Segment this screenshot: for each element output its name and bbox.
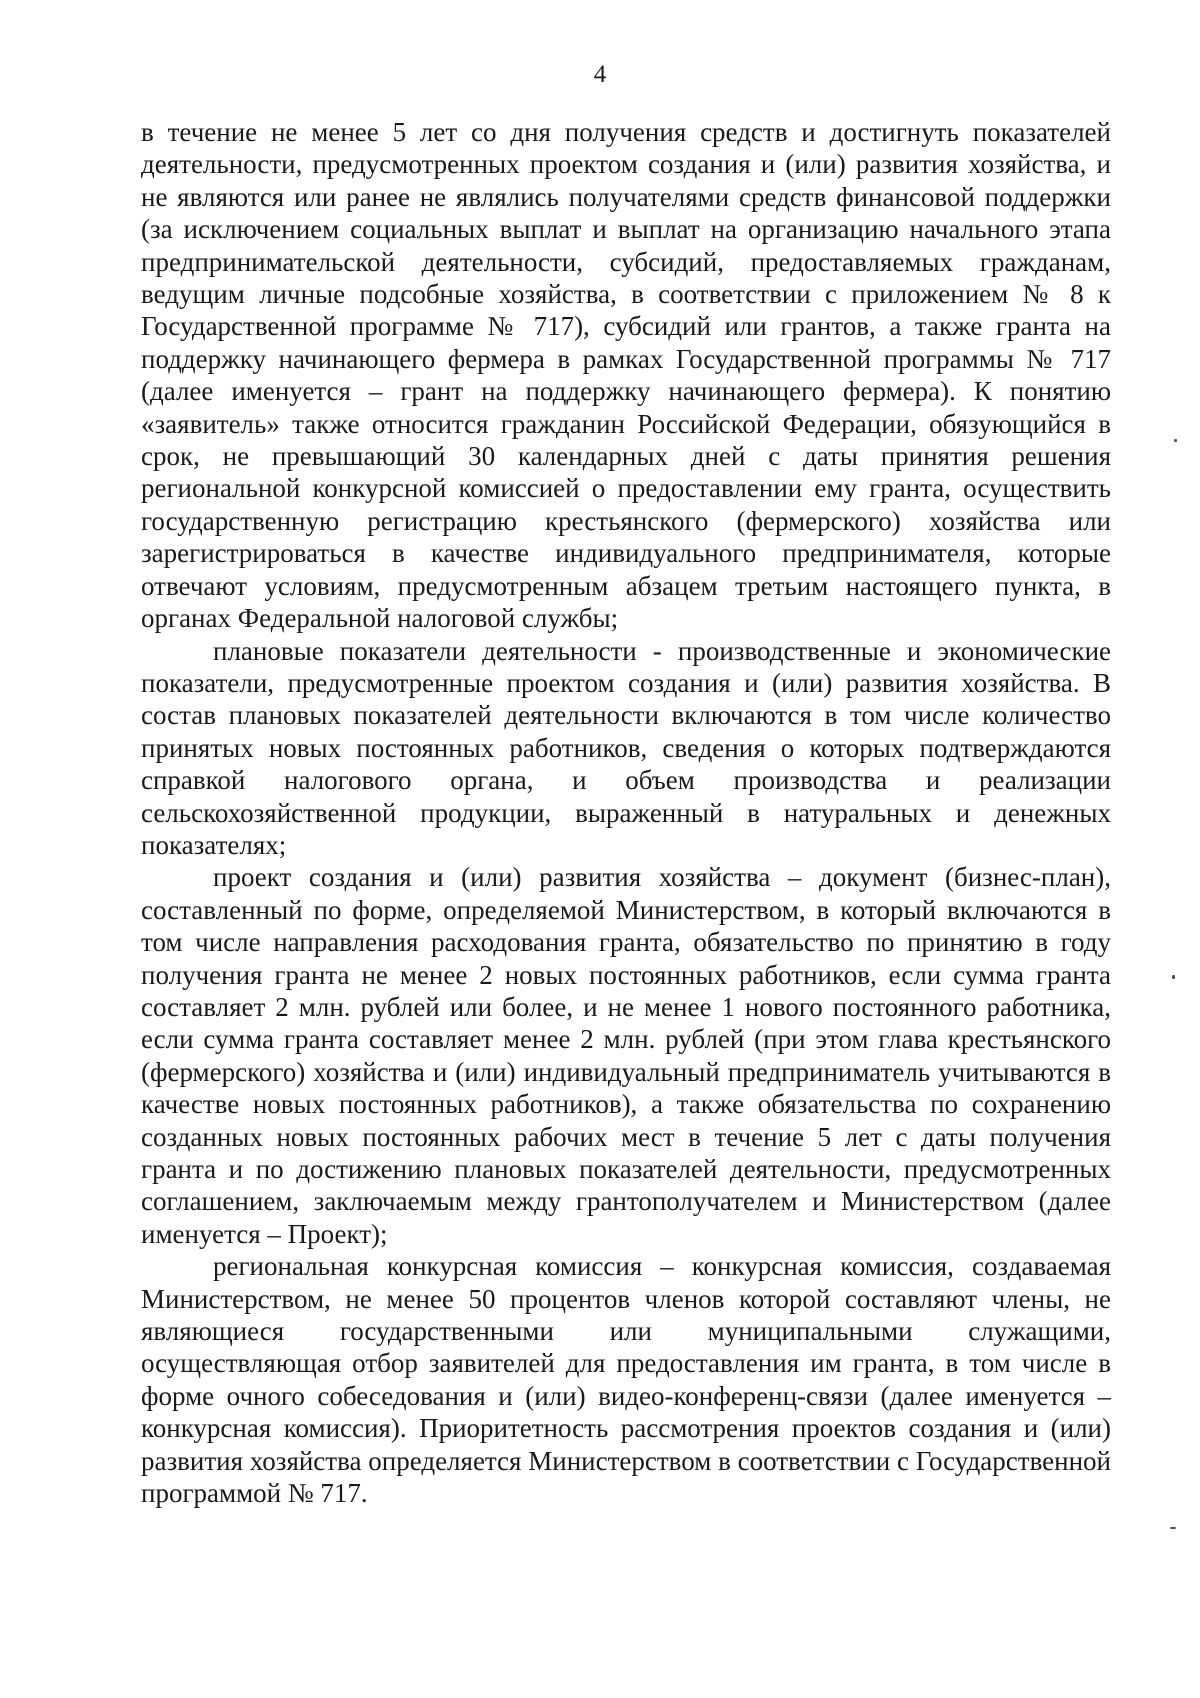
page-number: 4 (593, 61, 607, 88)
paragraph-regional-commission: региональная конкурсная комиссия – конкурсная комиссия, создаваемая Министерством, не менее 50 процентов членов которой составляют члены, не являющиеся государственными или муниципальными служащими, осуществляющая отбор заявителей для предоставления им гранта, в том числе в форме очного собеседования и (или) видео-конференц-связи (далее именуется – конкурсная комиссия). Приоритетность рассмотрения проектов создания и (или) развития хозяйства определяется Министерством в соответствии с Государственной программой № 717. (141, 1251, 1111, 1509)
scan-speck (1172, 975, 1175, 979)
paragraph-continuation: в течение не менее 5 лет со дня получения средств и достигнуть показателей деятельности, предусмотренных проектом создания и (или) развития хозяйства, и не являются или ранее не являлись получателями средств финансовой поддержки (за исключением социальных выплат и выплат на организацию начального этапа предпринимательской деятельности, субсидий, предоставляемых гражданам, ведущим личные подсобные хозяйства, в соответствии с приложением № 8 к Государственной программе № 717), субсидий или грантов, а также гранта на поддержку начинающего фермера в рамках Государственной программы № 717 (далее именуется – грант на поддержку начинающего фермера). К понятию «заявитель» также относится гражданин Российской Федерации, обязующийся в срок, не превышающий 30 календарных дней с даты принятия решения региональной конкурсной комиссией о предоставлении ему гранта, осуществить государственную регистрацию крестьянского (фермерского) хозяйства или зарегистрироваться в качестве индивидуального предпринимателя, которые отвечают условиям, предусмотренным абзацем третьим настоящего пункта, в органах Федеральной налоговой службы; (141, 117, 1111, 634)
document-body (141, 116, 1111, 1509)
paragraph-project-definition: проект создания и (или) развития хозяйства – документ (бизнес-план), составленный по форме, определяемой Министерством, в который включаются в том числе направления расходования гранта, обязательство по принятию в году получения гранта не менее 2 новых постоянных работников, если сумма гранта составляет 2 млн. рублей или более, и не менее 1 нового постоянного работника, если сумма гранта составляет менее 2 млн. рублей (при этом глава крестьянского (фермерского) хозяйства и (или) индивидуальный предприниматель учитываются в качестве новых постоянных работников), а также обязательства по сохранению созданных новых постоянных рабочих мест в течение 5 лет с даты получения гранта и по достижению плановых показателей деятельности, предусмотренных соглашением, заключаемым между грантополучателем и Министерством (далее именуется – Проект); (141, 862, 1111, 1249)
scan-speck (1174, 439, 1177, 442)
scan-speck (1170, 1527, 1176, 1529)
paragraph-planned-indicators: плановые показатели деятельности - производственные и экономические показатели, предусмотренные проектом создания и (или) развития хозяйства. В состав плановых показателей деятельности включаются в том числе количество принятых новых постоянных работников, сведения о которых подтверждаются справкой налогового органа, и объем производства и реализации сельскохозяйственной продукции, выраженный в натуральных и денежных показателях; (141, 635, 1111, 860)
